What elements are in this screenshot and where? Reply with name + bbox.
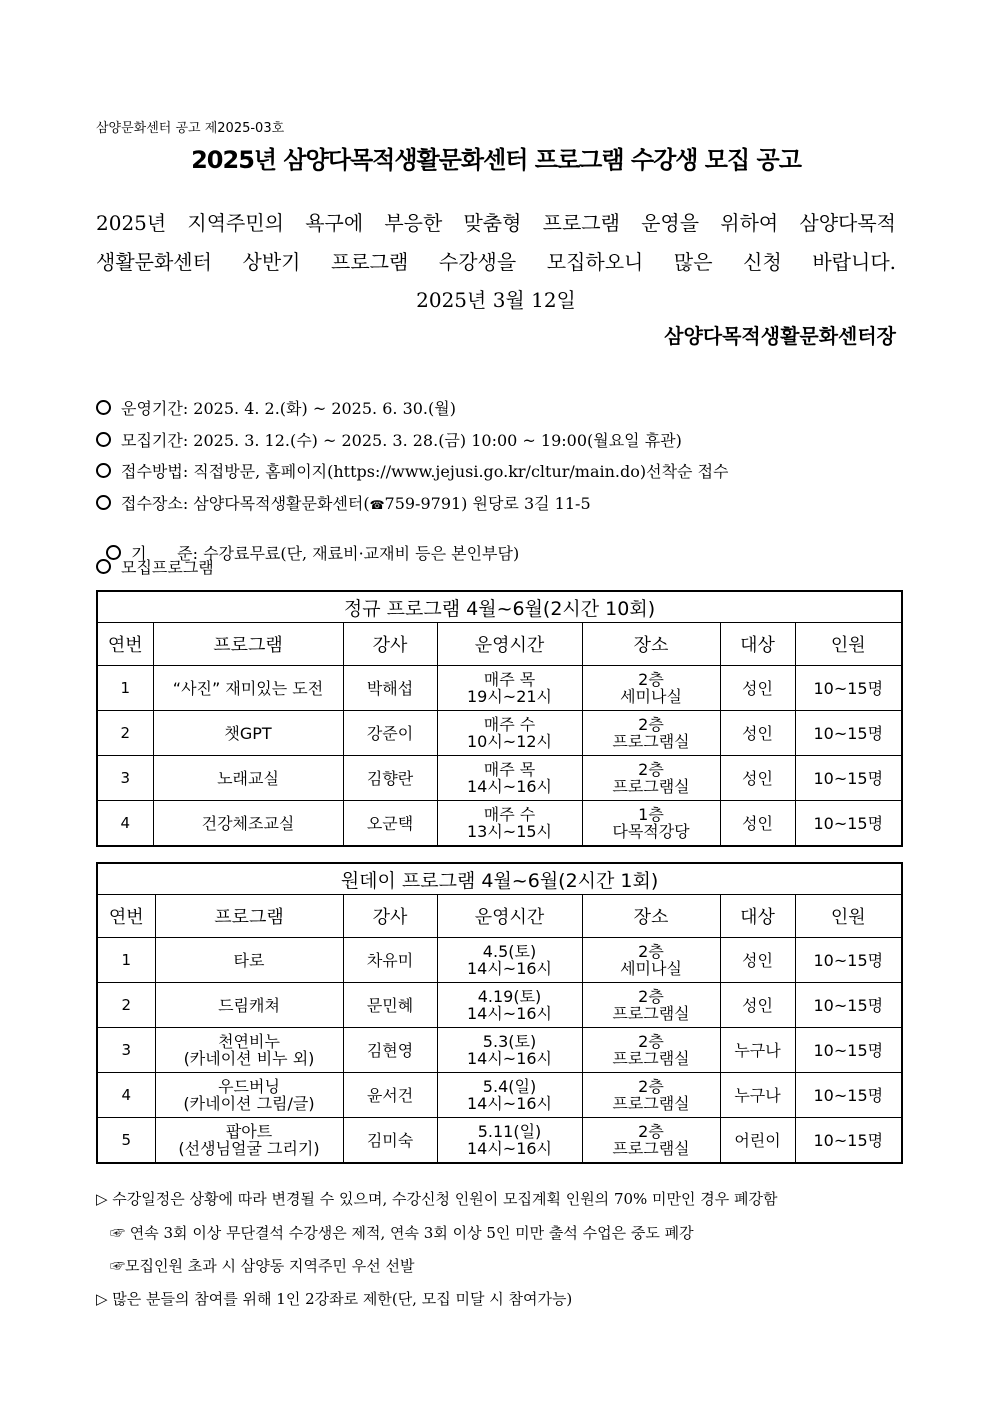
signer: 삼양다목적생활문화센터장 [664,324,896,348]
cell-no: 2 [97,711,153,756]
cell-time [437,801,582,847]
circle-bullet-icon [96,559,111,574]
info-period [96,396,456,419]
time-line-2: 14시~16시 [466,1094,553,1113]
intro-line-1: 2025년 지역주민의 욕구에 부응한 맞춤형 프로그램 운영을 위하여 삼양다목적 [96,211,896,235]
cell-time [437,1028,582,1073]
place-line-2: 다목적강당 [612,822,690,841]
table-row [97,666,902,711]
info-method [96,459,729,482]
cell-target: 성인 [720,801,795,847]
program-name: 우드버닝 [218,1077,280,1096]
place-line-1: 2층 [638,942,664,961]
time-line-1: 매주 목 [483,670,536,689]
info-recruit [96,428,682,451]
time-line-1: 매주 목 [483,760,536,779]
cell-count: 10~15명 [795,711,902,756]
cell-place [582,983,720,1028]
cell-teacher: 오군택 [343,801,437,847]
cell-target: 누구나 [720,1028,795,1073]
phone-icon: ☎ [369,498,385,512]
time-line-2: 14시~16시 [466,1049,553,1068]
program-subtitle: (선생님얼굴 그리기) [178,1139,320,1158]
cell-program [155,1028,343,1073]
header-teacher: 강사 [343,623,437,666]
place-line-1: 2층 [638,760,664,779]
header-place: 장소 [582,623,720,666]
place-line-2: 세미나실 [620,687,682,706]
cell-count: 10~15명 [795,666,902,711]
cell-teacher: 차유미 [343,938,437,983]
page-title: 2025년 삼양다목적생활문화센터 프로그램 수강생 모집 공고 [191,146,801,174]
table-caption: 정규 프로그램 4월~6월(2시간 10회) [97,591,902,623]
cell-place [582,938,720,983]
note-priority: ☞모집인원 초과 시 삼양동 지역주민 우선 선발 [110,1257,415,1275]
place-line-2: 프로그램실 [612,777,690,796]
place-line-1: 2층 [638,1122,664,1141]
cell-program [155,938,343,983]
cell-program [155,1118,343,1164]
note-limit: ▷ 많은 분들의 참여를 위해 1인 2강좌로 제한(단, 모집 미달 시 참여가능) [96,1290,573,1308]
cell-count: 10~15명 [795,756,902,801]
cell-time [437,983,582,1028]
header-count: 인원 [795,895,902,938]
header-time: 운영시간 [437,895,582,938]
time-line-1: 매주 수 [483,805,536,824]
notice-date: 2025년 3월 12일 [416,288,576,312]
place-line-1: 2층 [638,987,664,1006]
info-place-prefix: 접수장소: 삼양다목적생활문화센터( [121,494,370,513]
table-row [97,756,902,801]
regular-program-table [96,590,903,847]
program-name: 건강체조교실 [201,813,295,833]
cell-place [582,1118,720,1164]
cell-place [582,801,720,847]
table-row [97,983,902,1028]
cell-program [153,711,343,756]
info-recruit-text: 모집기간: 2025. 3. 12.(수) ~ 2025. 3. 28.(금) 10:00 ~ 19:00(월요일 휴관) [121,431,682,450]
header-place: 장소 [582,895,720,938]
time-line-2: 10시~12시 [466,732,553,751]
cell-no: 1 [97,938,155,983]
table-caption: 원데이 프로그램 4월~6월(2시간 1회) [97,863,902,895]
cell-program [155,983,343,1028]
cell-time [437,938,582,983]
circle-bullet-icon [96,495,111,510]
table-row [97,938,902,983]
place-line-1: 2층 [638,670,664,689]
cell-target: 어린이 [720,1118,795,1164]
cell-no: 5 [97,1118,155,1164]
program-name: 타로 [233,950,265,970]
circle-bullet-icon [96,463,111,478]
place-line-2: 프로그램실 [612,1139,690,1158]
cell-teacher: 박해섭 [343,666,437,711]
note-absence: ☞ 연속 3회 이상 무단결석 수강생은 제적, 연속 3회 이상 5인 미만 출석 수업은 중도 폐강 [110,1224,694,1242]
header-time: 운영시간 [437,623,582,666]
cell-no: 1 [97,666,153,711]
table-row [97,1028,902,1073]
header-no: 연번 [97,623,153,666]
program-name: 팝아트 [225,1122,273,1141]
time-line-1: 5.4(일) [482,1077,537,1096]
cell-target: 성인 [720,756,795,801]
program-name: 드림캐쳐 [218,995,280,1015]
table-row [97,711,902,756]
circle-bullet-icon [96,400,111,415]
time-line-1: 4.19(토) [477,987,542,1006]
header-teacher: 강사 [343,895,437,938]
place-line-2: 프로그램실 [612,1094,690,1113]
cell-target: 성인 [720,666,795,711]
header-target: 대상 [720,623,795,666]
cell-no: 3 [97,1028,155,1073]
cell-count: 10~15명 [795,1073,902,1118]
table-row [97,801,902,847]
header-program: 프로그램 [153,623,343,666]
program-name: 천연비누 [218,1032,280,1051]
time-line-1: 5.3(토) [482,1032,537,1051]
program-name: 챗GPT [224,723,272,743]
header-program: 프로그램 [155,895,343,938]
header-count: 인원 [795,623,902,666]
cell-target: 성인 [720,983,795,1028]
cell-no: 3 [97,756,153,801]
table-row [97,1073,902,1118]
cell-program [153,801,343,847]
place-line-2: 프로그램실 [612,1004,690,1023]
info-period-text: 운영기간: 2025. 4. 2.(화) ~ 2025. 6. 30.(월) [121,399,456,418]
info-method-text: 접수방법: 직접방문, 홈페이지(https://www.jejusi.go.kr/cltur/main.do)선착순 접수 [121,462,729,481]
cell-count: 10~15명 [795,801,902,847]
info-place-suffix: 759-9791) 원당로 3길 11-5 [384,494,591,513]
cell-no: 4 [97,1073,155,1118]
info-programs-text: 모집프로그램 [121,558,214,577]
place-line-1: 2층 [638,715,664,734]
cell-program [155,1073,343,1118]
cell-teacher: 김현영 [343,1028,437,1073]
time-line-2: 14시~16시 [466,777,553,796]
circle-bullet-icon [96,432,111,447]
intro-line-2: 생활문화센터 상반기 프로그램 수강생을 모집하오니 많은 신청 바랍니다. [96,250,896,274]
cell-place [582,1028,720,1073]
cell-target: 누구나 [720,1073,795,1118]
table-row [97,1118,902,1164]
info-programs [96,555,214,578]
time-line-2: 14시~16시 [466,1004,553,1023]
note-schedule: ▷ 수강일정은 상황에 따라 변경될 수 있으며, 수강신청 인원이 모집계획 인원의 70% 미만인 경우 폐강함 [96,1190,778,1208]
time-line-2: 14시~16시 [466,1139,553,1158]
cell-time [437,1118,582,1164]
cell-target: 성인 [720,938,795,983]
oneday-program-table [96,862,903,1164]
cell-program [153,756,343,801]
program-name: 노래교실 [217,768,279,788]
time-line-1: 매주 수 [483,715,536,734]
cell-teacher: 문민혜 [343,983,437,1028]
cell-teacher: 김향란 [343,756,437,801]
cell-teacher: 강준이 [343,711,437,756]
place-line-2: 프로그램실 [612,732,690,751]
cell-place [582,711,720,756]
time-line-1: 4.5(토) [482,942,537,961]
time-line-2: 13시~15시 [466,822,553,841]
time-line-1: 5.11(일) [477,1122,542,1141]
place-line-1: 2층 [638,1077,664,1096]
header-target: 대상 [720,895,795,938]
header-no: 연번 [97,895,155,938]
time-line-2: 14시~16시 [466,959,553,978]
place-line-2: 프로그램실 [612,1049,690,1068]
cell-teacher: 김미숙 [343,1118,437,1164]
cell-program [153,666,343,711]
program-subtitle: (카네이션 비누 외) [183,1049,315,1068]
cell-time [437,666,582,711]
cell-count: 10~15명 [795,1118,902,1164]
program-name: “사진” 재미있는 도전 [172,678,324,698]
notice-number: 삼양문화센터 공고 제2025-03호 [96,121,285,136]
place-line-1: 2층 [638,1032,664,1051]
cell-count: 10~15명 [795,1028,902,1073]
cell-target: 성인 [720,711,795,756]
cell-time [437,1073,582,1118]
cell-teacher: 윤서건 [343,1073,437,1118]
place-line-2: 세미나실 [620,959,682,978]
cell-time [437,711,582,756]
cell-place [582,666,720,711]
time-line-2: 19시~21시 [466,687,553,706]
cell-place [582,1073,720,1118]
cell-no: 2 [97,983,155,1028]
cell-place [582,756,720,801]
cell-count: 10~15명 [795,938,902,983]
info-place [96,491,591,514]
cell-no: 4 [97,801,153,847]
info-basis-text: 기 준: 수강료무료(단, 재료비·교재비 등은 본인부담) [131,544,520,563]
cell-count: 10~15명 [795,983,902,1028]
place-line-1: 1층 [638,805,664,824]
cell-time [437,756,582,801]
program-subtitle: (카네이션 그림/글) [183,1094,315,1113]
